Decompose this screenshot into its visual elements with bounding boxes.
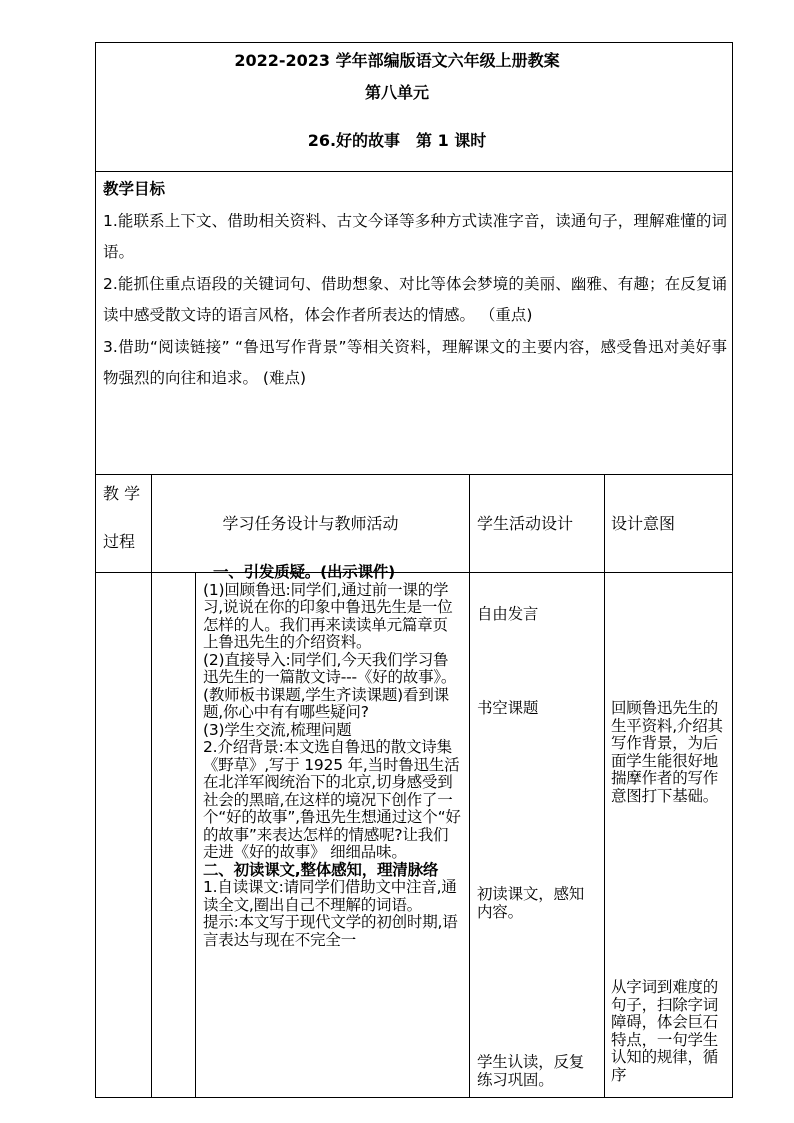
teaching-goals [103, 174, 727, 395]
header-process-2: 过程 [103, 532, 136, 551]
goal-item-3: 3.借助“阅读链接” “鲁迅写作背景”等相关资料，理解课文的主要内容，感受鲁迅对美好事物强烈的向往和追求。 (难点) [103, 337, 727, 387]
column-divider-process [151, 474, 152, 1098]
goal-item-2: 2.能抓住重点语段的关键词句、借助想象、对比等体会梦境的美丽、幽雅、有趣；在反复诵读中感受散文诗的语言风格，体会作者所表达的情感。 （重点) [103, 274, 727, 324]
student-activity-4: 学生认读，反复练习巩固。 [477, 1053, 585, 1089]
section-heading-2: 二、初读课文,整体感知，理清脉络 [203, 860, 439, 879]
student-activity-1: 自由发言 [477, 605, 539, 623]
student-activity-2: 书空课题 [477, 699, 539, 717]
teacher-paragraph-1: (1)回顾鲁迅:同学们,通过前一课的学习,说说在你的印象中鲁迅先生是一位怎样的人。我们再来读读单元篇章页上鲁迅先生的介绍资料。 [203, 580, 453, 651]
goal-item-1: 1.能联系上下文、借助相关资料、古文今译等多种方式读准字音，读通句子，理解难懂的词语。 [103, 211, 727, 261]
header-teacher-activity: 学习任务设计与教师活动 [222, 514, 399, 533]
teacher-paragraph-5: 1.自读课文:请同学们借助文中注音,通读全文,圈出自己不理解的词语。 [203, 878, 457, 914]
page-title: 2022-2023 学年部编版语文六年级上册教案 [234, 51, 560, 70]
design-intent-2: 从字词到难度的句子，扫除字词障碍，体会巨石特点，一句学生认知的规律，循序 [611, 978, 719, 1084]
teacher-paragraph-6: 提示:本文写于现代文学的初创时期,语言表达与现在不完全一 [203, 913, 458, 949]
section-heading-1: 一、引发质疑。(出示课件) [213, 563, 396, 581]
header-design-intent: 设计意图 [611, 514, 676, 533]
header-student-activity: 学生活动设计 [477, 514, 574, 533]
divider-under-title [95, 171, 733, 172]
column-divider-intent [604, 474, 605, 1098]
teacher-paragraph-2: (2)直接导入:同学们,今天我们学习鲁迅先生的一篇散文诗---《好的故事》。(教师板书课题,学生齐读课题)看到课题,你心中有有哪些疑问? [203, 650, 457, 721]
divider-under-goals [95, 474, 733, 475]
unit-title: 第八单元 [364, 83, 429, 102]
lesson-title: 26.好的故事 第 1 课时 [307, 131, 487, 150]
header-process-1: 教 学 [103, 484, 141, 503]
design-intent-1: 回顾鲁迅先生的生平资料,介绍其写作背景，为后面学生能很好地揣摩作者的写作意图打下基础。 [611, 699, 723, 805]
column-divider-sub [195, 572, 196, 1098]
column-divider-student [469, 474, 470, 1098]
teacher-activity-column [203, 564, 461, 949]
teacher-paragraph-3: (3)学生交流,梳理问题 [203, 720, 352, 739]
student-activity-3: 初读课文，感知内容。 [477, 885, 585, 921]
teacher-paragraph-4: 2.介绍背景:本文选自鲁迅的散文诗集《野草》,写于 1925 年,当时鲁迅生活在北洋军阀统治下的北京,切身感受到社会的黑暗,在这样的境况下创作了一个“好的故事”,鲁迅先生想通过这个“好的故事”来表达怎样的情感呢?让我们走进《好的故事》 细细品味。 [203, 738, 461, 861]
goals-heading: 教学目标 [103, 180, 166, 198]
